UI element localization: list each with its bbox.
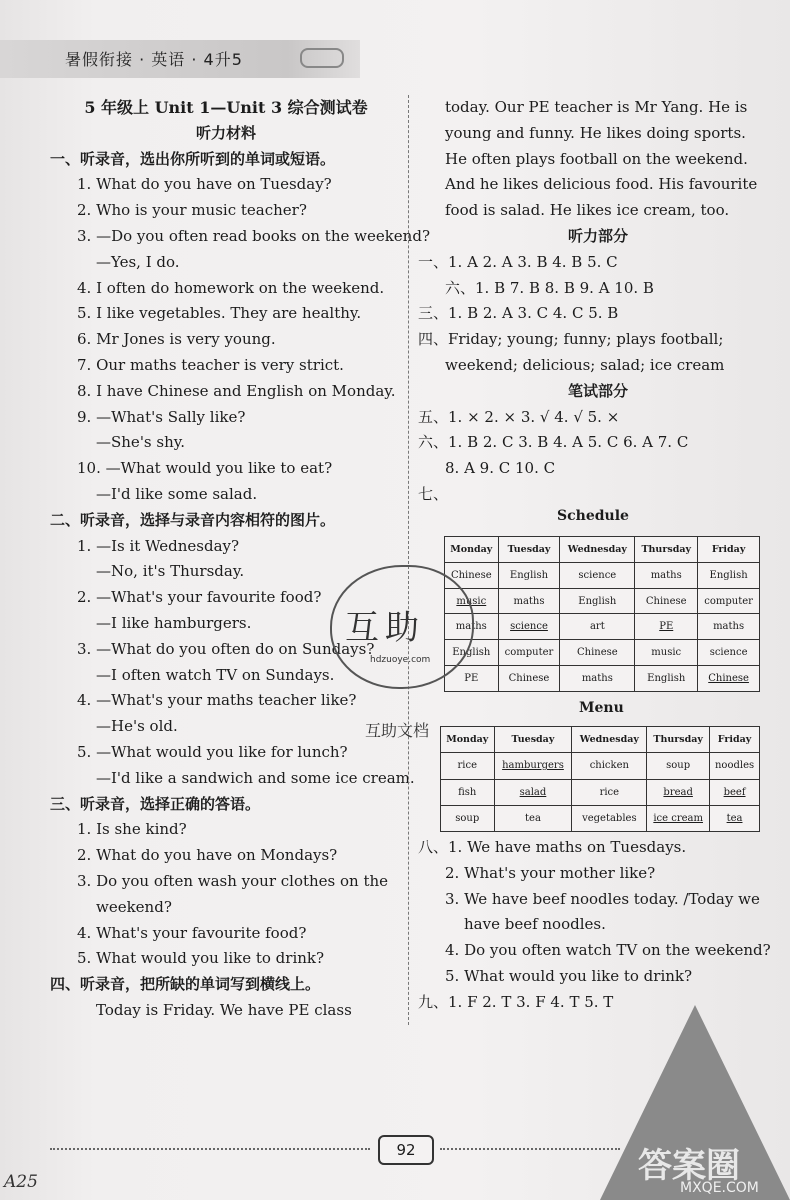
- footer-dotted-line-left: [50, 1148, 370, 1150]
- menu-table-cell: [494, 805, 572, 831]
- right-top-line: 七、: [418, 484, 449, 503]
- stamp-caption: 互助文档: [365, 721, 430, 740]
- menu-table-cell: [441, 753, 495, 779]
- left-col-line: 听力材料: [195, 123, 256, 142]
- schedule-table-header-row: [445, 537, 760, 563]
- right-top-line: And he likes delicious food. His favourite: [445, 175, 758, 194]
- right-bottom-line: 2. What's your mother like?: [445, 863, 656, 882]
- schedule-title: Schedule: [557, 508, 629, 524]
- schedule-table-cell: [498, 588, 560, 614]
- cell-text: hamburgers: [502, 760, 564, 772]
- left-col-line: 5. —What would you like for lunch?: [77, 742, 348, 761]
- right-top-line: today. Our PE teacher is Mr Yang. He is: [445, 98, 748, 116]
- left-col-line: 8. I have Chinese and English on Monday.: [77, 381, 396, 400]
- menu-table-row: [441, 779, 760, 805]
- schedule-table-row: [445, 640, 760, 666]
- menu-table-row: [441, 805, 760, 831]
- menu-table-header-cell: Friday: [710, 727, 760, 753]
- stamp-url: hdzuoye.com: [370, 655, 431, 665]
- schedule-table-header-cell: Tuesday: [498, 537, 560, 563]
- right-top-line: 四、Friday; young; funny; plays football;: [418, 330, 724, 349]
- cell-text: English: [452, 647, 491, 659]
- cell-text: salad: [519, 786, 547, 798]
- left-col-line: —Yes, I do.: [96, 252, 180, 271]
- left-col-line: 3. Do you often wash your clothes on the: [77, 871, 389, 890]
- cell-text: bread: [663, 786, 693, 798]
- left-col-line: 1. —Is it Wednesday?: [77, 536, 240, 555]
- right-top-line: 笔试部分: [567, 381, 628, 400]
- cell-text: art: [589, 621, 605, 633]
- menu-table-header-row: [441, 727, 760, 753]
- cell-text: computer: [504, 647, 554, 659]
- left-col-line: 1. What do you have on Tuesday?: [77, 175, 332, 194]
- left-col-line: 4. What's your favourite food?: [77, 923, 307, 942]
- header-decoration: [300, 48, 344, 68]
- schedule-table-cell: [560, 666, 635, 692]
- cell-text: maths: [650, 569, 682, 581]
- cell-text: English: [509, 569, 549, 581]
- menu-table-header-cell: Tuesday: [494, 727, 572, 753]
- left-col-line: 3. —Do you often read books on the weekend?: [77, 226, 430, 245]
- right-top-line: 六、1. B 7. B 8. B 9. A 10. B: [445, 278, 654, 297]
- left-col-line: 6. Mr Jones is very young.: [77, 330, 276, 349]
- left-col-line: 5. What would you like to drink?: [77, 949, 325, 968]
- schedule-table-cell: [498, 614, 560, 640]
- schedule-table-header-cell: Friday: [698, 537, 760, 563]
- left-col-line: 2. What do you have on Mondays?: [77, 846, 338, 865]
- cell-text: maths: [713, 621, 745, 633]
- menu-table-header-cell: Wednesday: [572, 727, 647, 753]
- right-bottom-line: have beef noodles.: [464, 915, 606, 934]
- cell-text: Chinese: [508, 673, 550, 685]
- left-col-line: 7. Our maths teacher is very strict.: [77, 355, 344, 374]
- cell-text: English: [709, 569, 748, 581]
- menu-table-header-cell: Monday: [441, 727, 495, 753]
- cell-text: Chinese: [576, 647, 618, 659]
- cell-text: PE: [464, 673, 479, 685]
- column-divider: [408, 95, 409, 1025]
- stamp-main-text: 互助: [345, 608, 425, 648]
- schedule-table-row: [445, 562, 760, 588]
- right-bottom-line: 九、1. F 2. T 3. F 4. T 5. T: [418, 992, 614, 1011]
- menu-table-cell: [710, 779, 760, 805]
- cell-text: fish: [458, 786, 477, 798]
- cell-text: music: [651, 647, 682, 659]
- left-col-line: 5 年级上 Unit 1—Unit 3 综合测试卷: [84, 98, 368, 117]
- cell-text: Chinese: [708, 673, 749, 685]
- schedule-table-cell: [560, 562, 635, 588]
- cell-text: science: [510, 621, 548, 633]
- right-column-top: [418, 95, 778, 508]
- left-col-line: —I'd like some salad.: [96, 484, 258, 503]
- cell-text: tea: [525, 812, 541, 824]
- schedule-table-cell: [635, 562, 698, 588]
- schedule-table-cell: [560, 640, 635, 666]
- right-top-line: weekend; delicious; salad; ice cream: [445, 355, 725, 374]
- header-title: 暑假衔接 · 英语 · 4升5: [65, 50, 243, 69]
- cell-text: maths: [455, 621, 487, 633]
- left-col-line: weekend?: [96, 897, 172, 916]
- schedule-table-cell: [498, 640, 560, 666]
- left-col-line: 2. Who is your music teacher?: [77, 201, 307, 220]
- schedule-table-cell: [635, 614, 698, 640]
- right-bottom-line: 4. Do you often watch TV on the weekend?: [445, 941, 771, 960]
- left-col-line: 5. I like vegetables. They are healthy.: [77, 304, 362, 323]
- cell-text: PE: [659, 621, 674, 633]
- cell-text: chicken: [589, 760, 629, 772]
- left-col-line: 1. Is she kind?: [77, 820, 187, 839]
- schedule-table-cell: [498, 666, 560, 692]
- right-top-line: food is salad. He likes ice cream, too.: [445, 201, 730, 220]
- cell-text: music: [456, 595, 487, 607]
- menu-table-cell: [572, 805, 647, 831]
- schedule-table-row: [445, 614, 760, 640]
- page-number: 92: [378, 1135, 434, 1165]
- menu-title: Menu: [579, 700, 624, 716]
- cell-text: science: [578, 569, 617, 581]
- schedule-table-header-cell: Thursday: [635, 537, 698, 563]
- corner-watermark-url: MXQE.COM: [680, 1180, 759, 1196]
- cell-text: rice: [457, 760, 477, 772]
- schedule-table-cell: [635, 666, 698, 692]
- schedule-table-cell: [560, 588, 635, 614]
- menu-table-cell: [572, 779, 647, 805]
- cell-text: soup: [666, 760, 691, 772]
- left-column: [50, 95, 430, 1024]
- schedule-table-header-cell: Monday: [445, 537, 499, 563]
- right-top-line: 8. A 9. C 10. C: [445, 459, 556, 478]
- left-col-line: Today is Friday. We have PE class: [96, 1000, 352, 1019]
- left-col-line: 一、听录音，选出你所听到的单词或短语。: [50, 149, 336, 168]
- handwritten-note: A25: [4, 1172, 38, 1192]
- cell-text: maths: [581, 673, 613, 685]
- right-top-line: 三、1. B 2. A 3. C 4. C 5. B: [418, 304, 619, 323]
- cell-text: tea: [726, 812, 743, 824]
- menu-table-cell: [647, 805, 710, 831]
- left-col-line: 四、听录音，把所缺的单词写到横线上。: [50, 975, 321, 994]
- schedule-table-cell: [698, 614, 760, 640]
- menu-table-cell: [710, 805, 760, 831]
- schedule-table-cell: [635, 588, 698, 614]
- menu-table-cell: [710, 753, 760, 779]
- left-col-line: 4. —What's your maths teacher like?: [77, 691, 357, 710]
- cell-text: vegetables: [582, 812, 637, 824]
- cell-text: Chinese: [645, 595, 687, 607]
- corner-watermark-logo: 答案圈: [638, 1146, 740, 1186]
- left-col-line: —He's old.: [96, 717, 178, 736]
- cell-text: noodles: [714, 760, 755, 772]
- left-col-line: —I like hamburgers.: [96, 613, 252, 632]
- left-col-line: 三、听录音，选择正确的答语。: [50, 794, 261, 813]
- schedule-table-cell: [635, 640, 698, 666]
- menu-table-header-cell: Thursday: [647, 727, 710, 753]
- cell-text: computer: [704, 595, 753, 607]
- right-top-line: 五、1. × 2. × 3. √ 4. √ 5. ×: [418, 407, 620, 426]
- right-bottom-line: 3. We have beef noodles today. /Today we: [445, 889, 760, 908]
- left-col-line: 9. —What's Sally like?: [77, 407, 246, 426]
- left-col-line: 3. —What do you often do on Sundays?: [77, 639, 375, 658]
- left-col-line: 2. —What's your favourite food?: [77, 588, 322, 607]
- schedule-table-row: [445, 588, 760, 614]
- menu-table-cell: [494, 753, 572, 779]
- schedule-table-row: [445, 666, 760, 692]
- left-col-line: 4. I often do homework on the weekend.: [77, 278, 385, 297]
- right-top-line: 听力部分: [567, 226, 628, 245]
- menu-table-cell: [441, 779, 495, 805]
- menu-table: [440, 726, 760, 832]
- schedule-table-header-cell: Wednesday: [560, 537, 635, 563]
- right-top-line: 六、1. B 2. C 3. B 4. A 5. C 6. A 7. C: [418, 433, 689, 452]
- menu-table-cell: [647, 753, 710, 779]
- schedule-table-cell: [698, 562, 760, 588]
- left-col-line: 10. —What would you like to eat?: [77, 459, 333, 478]
- left-col-line: 二、听录音，选择与录音内容相符的图片。: [50, 510, 336, 529]
- footer-dotted-line-right: [440, 1148, 620, 1150]
- cell-text: soup: [455, 812, 480, 824]
- menu-table-cell: [441, 805, 495, 831]
- cell-text: ice cream: [653, 812, 703, 824]
- menu-table-row: [441, 753, 760, 779]
- cell-text: beef: [723, 786, 746, 798]
- left-col-line: —I'd like a sandwich and some ice cream.: [96, 768, 415, 787]
- right-bottom-line: 5. What would you like to drink?: [445, 966, 693, 985]
- right-top-line: 一、1. A 2. A 3. B 4. B 5. C: [418, 252, 618, 271]
- schedule-table-cell: [560, 614, 635, 640]
- schedule-table-cell: [698, 588, 760, 614]
- cell-text: rice: [599, 786, 620, 798]
- schedule-table-cell: [698, 666, 760, 692]
- right-top-line: He often plays football on the weekend.: [445, 149, 748, 168]
- cell-text: science: [709, 647, 748, 659]
- cell-text: English: [578, 595, 617, 607]
- left-col-line: —No, it's Thursday.: [96, 562, 245, 581]
- cell-text: maths: [513, 595, 545, 607]
- schedule-table-cell: [498, 562, 560, 588]
- left-col-line: —She's shy.: [96, 433, 186, 452]
- cell-text: Chinese: [450, 569, 492, 581]
- left-col-line: —I often watch TV on Sundays.: [96, 665, 335, 684]
- menu-table-cell: [494, 779, 572, 805]
- schedule-table: [444, 536, 760, 692]
- menu-table-cell: [572, 753, 647, 779]
- cell-text: English: [647, 673, 686, 685]
- schedule-table-cell: [698, 640, 760, 666]
- right-top-line: young and funny. He likes doing sports.: [445, 123, 746, 142]
- menu-table-cell: [647, 779, 710, 805]
- right-bottom-line: 八、1. We have maths on Tuesdays.: [418, 838, 687, 856]
- right-column-bottom: [418, 835, 778, 1016]
